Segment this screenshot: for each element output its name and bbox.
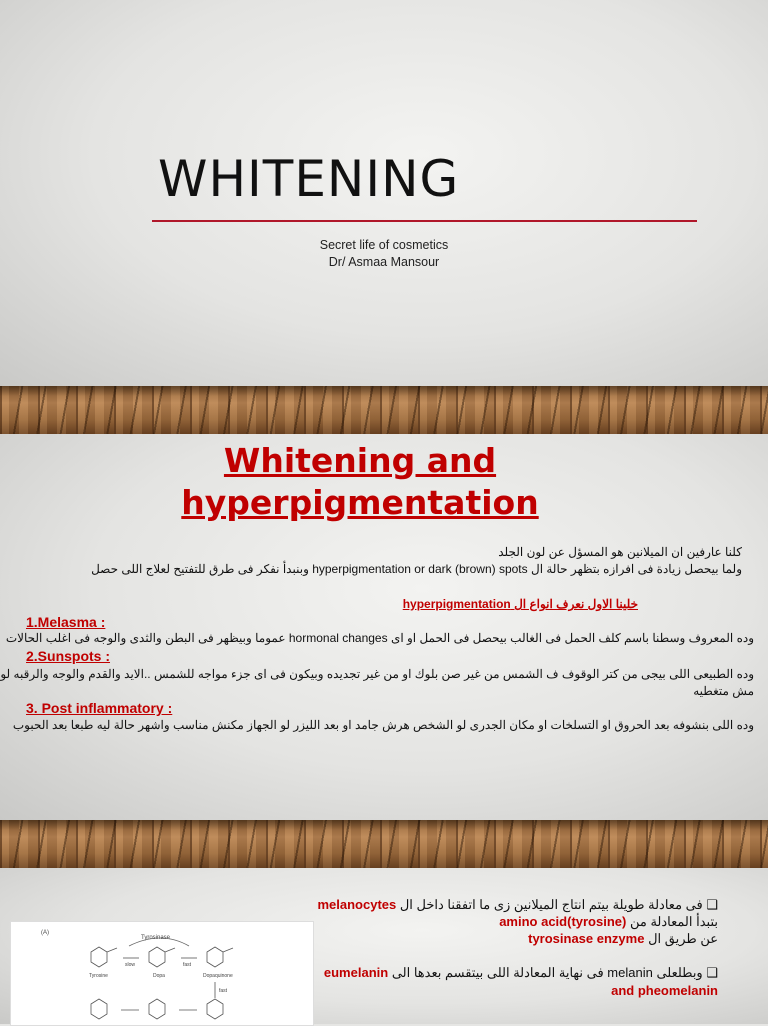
svg-text:fast: fast — [219, 988, 228, 994]
title-slide — [0, 0, 768, 386]
wood-floor-divider — [0, 386, 768, 434]
bullet-2-line-1: ❑ وبطلعلى melanin فى نهاية المعادلة اللى بيتقسم بعدها الى eumelanin — [323, 965, 718, 980]
svg-text:Tyrosine: Tyrosine — [89, 973, 108, 979]
svg-text:fast: fast — [183, 962, 192, 968]
sunspots-text-2: مش متغطيه — [693, 684, 754, 698]
tyrosine-term: amino acid(tyrosine) — [499, 914, 627, 929]
subtitle-line-2: Dr/ Asmaa Mansour — [328, 255, 440, 269]
post-inflammatory-text: وده اللى بنشوفه بعد الحروق او التسلخات او مكان الجدرى لو الشخص هرش جامد او بعد الليزر لو الجهاز مكنش مناسب واشهر حالة ليه طبعا بعد الحبوب — [12, 718, 754, 732]
melanin-pathway-diagram — [10, 921, 314, 1026]
wood-floor-divider — [0, 820, 768, 868]
slide-title: WHITENING — [158, 150, 460, 208]
types-heading: خلينا الاول نعرف انواع ال hyperpigmentation — [402, 597, 638, 611]
bullet-1-line-3: عن طريق ال tyrosinase enzyme — [528, 931, 718, 946]
tyrosinase-term: tyrosinase enzyme — [528, 931, 645, 946]
subtitle-line-1: Secret life of cosmetics — [319, 238, 449, 252]
title-divider — [152, 220, 697, 222]
bullet-marker-icon: ❑ — [706, 897, 718, 912]
svg-text:Dopaquinone: Dopaquinone — [203, 973, 233, 979]
eumelanin-term: eumelanin — [323, 965, 389, 980]
svg-text:slow: slow — [125, 962, 136, 968]
melanocytes-term: melanocytes — [317, 897, 397, 912]
slide-title-line-2: hyperpigmentation — [181, 483, 539, 522]
intro-line-1: كلنا عارفين ان الميلانين هو المسؤل عن لون الجلد — [498, 545, 742, 559]
pheomelanin-term: and pheomelanin — [611, 983, 718, 998]
sunspots-text-1: وده الطبيعى اللى بيجى من كتر الوقوف ف الشمس من غير صن بلوك او من غير تجديده وبيكون فى اى جزء مواجه للشمس ..الايد والقدم والوجه والرقبه لو — [0, 667, 754, 681]
sunspots-label: 2.Sunspots : — [26, 648, 111, 664]
diagram-tag: (A) — [41, 930, 49, 936]
slide-title-line-1: Whitening and — [223, 441, 497, 480]
post-inflammatory-label: 3. Post inflammatory : — [26, 700, 173, 716]
bullet-2-line-2 — [611, 983, 718, 998]
bullet-marker-icon: ❑ — [706, 965, 718, 980]
hyperpigmentation-slide — [0, 434, 768, 820]
pathway-svg — [11, 922, 313, 1025]
melasma-text: وده المعروف وسطنا باسم كلف الحمل فى الغالب بيحصل فى الحمل او اى hormonal changes عموما وبيظهر فى البطن والثدى والوجه فى اغلب الحالات — [5, 631, 754, 645]
melasma-label: 1.Melasma : — [26, 614, 106, 630]
intro-line-2: ولما بيحصل زيادة فى افرازه بتظهر حالة ال hyperpigmentation or dark (brown) spots وبنبدأ نفكر فى طرق للتفتيح لعلاج اللى حصل — [91, 562, 742, 576]
bullet-1-line-1: ❑ فى معادلة طويلة بيتم انتاج الميلانين زى ما اتفقنا داخل ال melanocytes — [317, 897, 718, 912]
svg-text:Dopa: Dopa — [153, 973, 165, 979]
bullet-1-line-2: بتبدأ المعادلة من amino acid(tyrosine) — [499, 914, 718, 929]
enzyme-label: Tyrosinase — [141, 935, 171, 941]
